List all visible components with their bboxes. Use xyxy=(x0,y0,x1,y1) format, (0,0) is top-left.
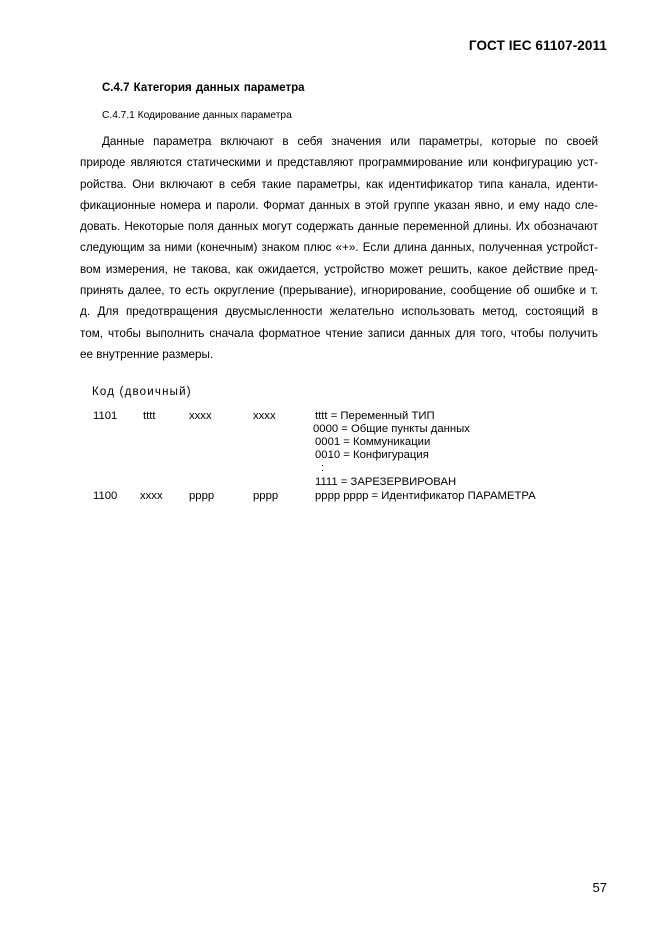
code-value: 1100 xyxy=(93,490,118,502)
section-title: С.4.7 Категория данных параметра xyxy=(102,82,305,94)
code-description-line: tttt = Переменный ТИП xyxy=(315,410,435,422)
code-description-line: : xyxy=(321,462,325,474)
paragraph-line: вом измерения, не такова, как ожидается, устройство может решить, какое действие пред- xyxy=(80,262,598,276)
page-number: 57 xyxy=(592,880,607,895)
code-field-2: pppp xyxy=(189,490,215,502)
code-value: 1101 xyxy=(93,410,118,422)
paragraph-line: ее внутренние размеры. xyxy=(80,347,214,361)
code-description-line: 0010 = Конфигурация xyxy=(315,449,429,461)
code-field-2: xxxx xyxy=(189,410,212,422)
code-description-line: 0001 = Коммуникации xyxy=(315,436,431,448)
paragraph-line: ройства. Они включают в себя такие параметры, как идентификатор типа канала, иденти- xyxy=(80,177,598,191)
code-description-line: pppp pppp = Идентификатор ПАРАМЕТРА xyxy=(315,490,536,502)
paragraph-line: д. Для предотвращения двусмысленности желательно использовать метод, состоящий в xyxy=(80,305,598,319)
paragraph-line: Данные параметра включают в себя значения или параметры, которые по своей xyxy=(102,135,598,148)
paragraph-line: принять далее, то есть округление (прерывание), игнорирование, сообщение об ошибке и т. xyxy=(80,284,598,298)
code-field-1: xxxx xyxy=(140,490,163,502)
document-header: ГОСТ IEC 61107-2011 xyxy=(468,38,607,53)
paragraph-line: следующим за ними (конечным) знаком плюс «+». Если длина данных, полученная устройст- xyxy=(80,241,598,255)
code-description-line: 0000 = Общие пункты данных xyxy=(313,423,470,435)
code-heading: Код (двоичный) xyxy=(92,386,192,398)
code-field-3: xxxx xyxy=(253,410,276,422)
code-description-line: 1111 = ЗАРЕЗЕРВИРОВАН xyxy=(315,476,457,488)
paragraph-line: природе являются статическими и представляют программирование или конфигурацию уст- xyxy=(80,156,598,170)
paragraph-line: довать. Некоторые поля данных могут содержать данные переменной длины. Их обозначают xyxy=(80,220,598,234)
subsection-title: С.4.7.1 Кодирование данных параметра xyxy=(102,110,292,121)
paragraph-line: том, чтобы выполнить сначала форматное чтение записи данных для того, чтобы получить xyxy=(80,326,598,340)
code-field-3: pppp xyxy=(253,490,279,502)
code-field-1: tttt xyxy=(143,410,156,422)
body-paragraph xyxy=(80,131,598,365)
paragraph-line: фикационные номера и пароли. Формат данных в этой группе указан явно, и ему надо сле- xyxy=(80,198,598,212)
